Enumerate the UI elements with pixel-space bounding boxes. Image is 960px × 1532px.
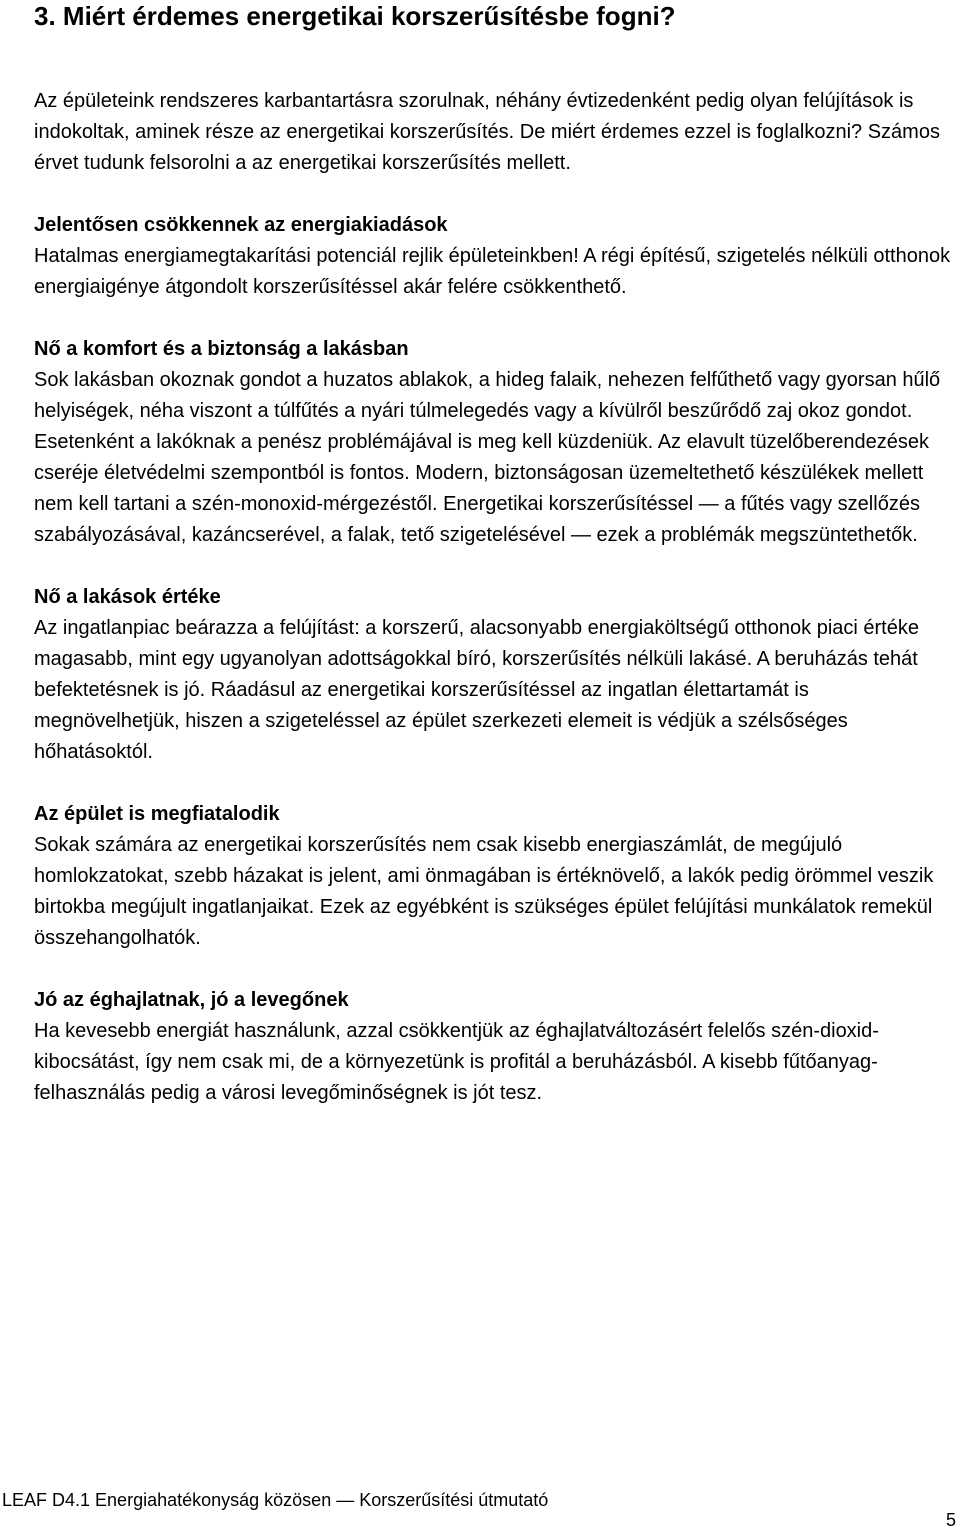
section-body: Az ingatlanpiac beárazza a felújítást: a korszerű, alacsonyabb energiaköltségű otthonok piaci értéke magasabb, mint egy ugyanolyan adottságokkal bíró, korszerűsítés nélküli lakásé. A beruházás tehát befektetésnek is jó. Ráadásul az energetikai korszerűsítéssel az ingatlan élettartamát is megnövelhetjük, hiszen a szigeteléssel az épület szerkezeti elemeit is védjük a szélsőséges hőhatásoktól. <box>34 617 919 763</box>
section-heading: Nő a komfort és a biztonság a lakásban <box>34 338 409 360</box>
section-energy-costs <box>34 210 956 303</box>
intro-paragraph: Az épületeink rendszeres karbantartásra szorulnak, néhány évtizedenként pedig olyan felújítások is indokoltak, aminek része az energetikai korszerűsítés. De miért érdemes ezzel is foglalkozni? Számos érvet tudunk felsorolni a az energetikai korszerűsítés mellett. <box>34 90 940 174</box>
section-heading: Az épület is megfiatalodik <box>34 803 280 825</box>
section-heading: Nő a lakások értéke <box>34 586 221 608</box>
page-number: 5 <box>945 1510 956 1530</box>
section-climate-air <box>34 985 956 1109</box>
section-body: Sok lakásban okoznak gondot a huzatos ablakok, a hideg falaik, nehezen felfűthető vagy gyorsan hűlő helyiségek, néha viszont a túlfűtés a nyári túlmelegedés vagy a kívülről beszűrődő zaj okoz gondot. Esetenként a lakóknak a penész problémájával is meg kell küzdeniük. Az elavult tüzelőberendezések cseréje életvédelmi szempontból is fontos. Modern, biztonságosan üzemeltethető készülékek mellett nem kell tartani a szén-monoxid-mérgezéstől. Energetikai korszerűsítéssel — a fűtés vagy szellőzés szabályozásával, kazáncserével, a falak, tető szigetelésével — ezek a problémák megszüntethetők. <box>34 369 941 546</box>
section-comfort-safety <box>34 334 956 551</box>
section-body: Ha kevesebb energiát használunk, azzal csökkentjük az éghajlatváltozásért felelős szén-dioxid-kibocsátást, így nem csak mi, de a környezetünk is profitál a beruházásból. A kisebb fűtőanyag-felhasználás pedig a városi levegőminőségnek is jót tesz. <box>34 1020 879 1104</box>
document-body <box>34 86 956 1109</box>
section-property-value <box>34 582 956 768</box>
section-building-renewal <box>34 799 956 954</box>
section-heading: Jó az éghajlatnak, jó a levegőnek <box>34 989 349 1011</box>
section-heading: Jelentősen csökkennek az energiakiadások <box>34 214 448 236</box>
section-body: Hatalmas energiamegtakarítási potenciál rejlik épületeinkben! A régi építésű, szigetelés nélküli otthonok energiaigénye átgondolt korszerűsítéssel akár felére csökkenthető. <box>34 245 951 298</box>
footer-text: LEAF D4.1 Energiahatékonyság közösen — Korszerűsítési útmutató <box>2 1490 549 1510</box>
page-title: 3. Miért érdemes energetikai korszerűsítésbe fogni? <box>34 1 676 31</box>
section-body: Sokak számára az energetikai korszerűsítés nem csak kisebb energiaszámlát, de megújuló homlokzatokat, szebb házakat is jelent, ami önmagában is értéknövelő, a lakók pedig örömmel veszik birtokba megújult ingatlanjaikat. Ezek az egyébként is szükséges épület felújítási munkálatok remekül összehangolhatók. <box>34 834 934 949</box>
